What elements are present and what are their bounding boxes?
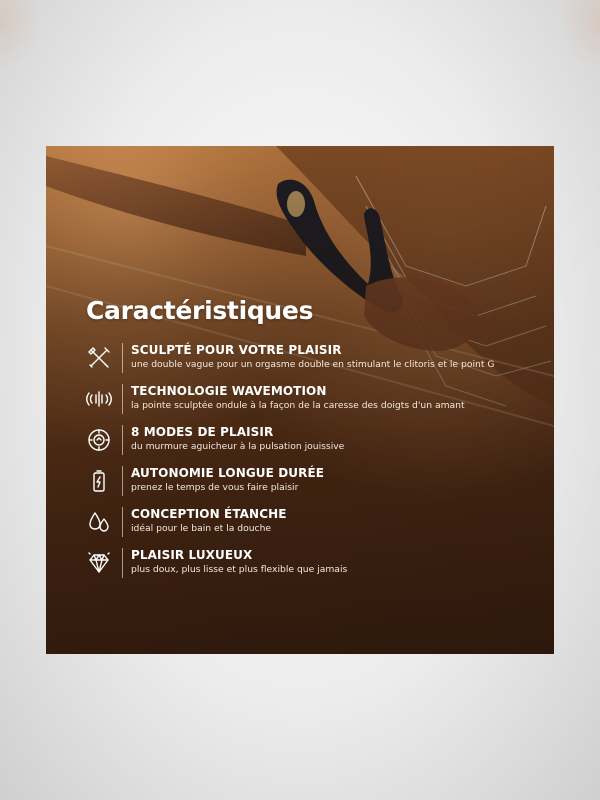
corner-glow-left [0, 0, 40, 70]
feature-title: AUTONOMIE LONGUE DURÉE [131, 466, 325, 480]
divider [122, 343, 123, 373]
feature-description: idéal pour le bain et la douche [131, 523, 272, 534]
feature-description: du murmure aguicheur à la pulsation jouissive [131, 441, 345, 452]
feature-description: prenez le temps de vous faire plaisir [131, 482, 299, 493]
feature-card [46, 146, 554, 654]
feature-title: TECHNOLOGIE WAVEMOTION [131, 384, 327, 398]
feature-item [86, 507, 546, 548]
feature-item [86, 384, 546, 425]
battery-icon [86, 468, 112, 494]
diamond-icon [86, 550, 112, 576]
feature-item [86, 425, 546, 466]
feature-item [86, 466, 546, 507]
modes-dial-icon [86, 427, 112, 453]
page-title: Caractéristiques [86, 296, 314, 325]
feature-title: 8 MODES DE PLAISIR [131, 425, 274, 439]
corner-glow-right [560, 0, 600, 70]
feature-title: CONCEPTION ÉTANCHE [131, 507, 287, 521]
feature-description: une double vague pour un orgasme double en stimulant le clitoris et le point G [131, 359, 495, 370]
divider [122, 384, 123, 414]
divider [122, 466, 123, 496]
divider [122, 548, 123, 578]
feature-item [86, 548, 546, 589]
sculpt-tools-icon [86, 345, 112, 371]
divider [122, 425, 123, 455]
divider [122, 507, 123, 537]
feature-item [86, 343, 546, 384]
feature-description: la pointe sculptée ondule à la façon de la caresse des doigts d'un amant [131, 400, 465, 411]
feature-title: PLAISIR LUXUEUX [131, 548, 253, 562]
wavemotion-icon [86, 386, 112, 412]
feature-title: SCULPTÉ POUR VOTRE PLAISIR [131, 343, 342, 357]
feature-description: plus doux, plus lisse et plus flexible que jamais [131, 564, 348, 575]
water-drops-icon [86, 509, 112, 535]
features-panel [86, 296, 546, 589]
